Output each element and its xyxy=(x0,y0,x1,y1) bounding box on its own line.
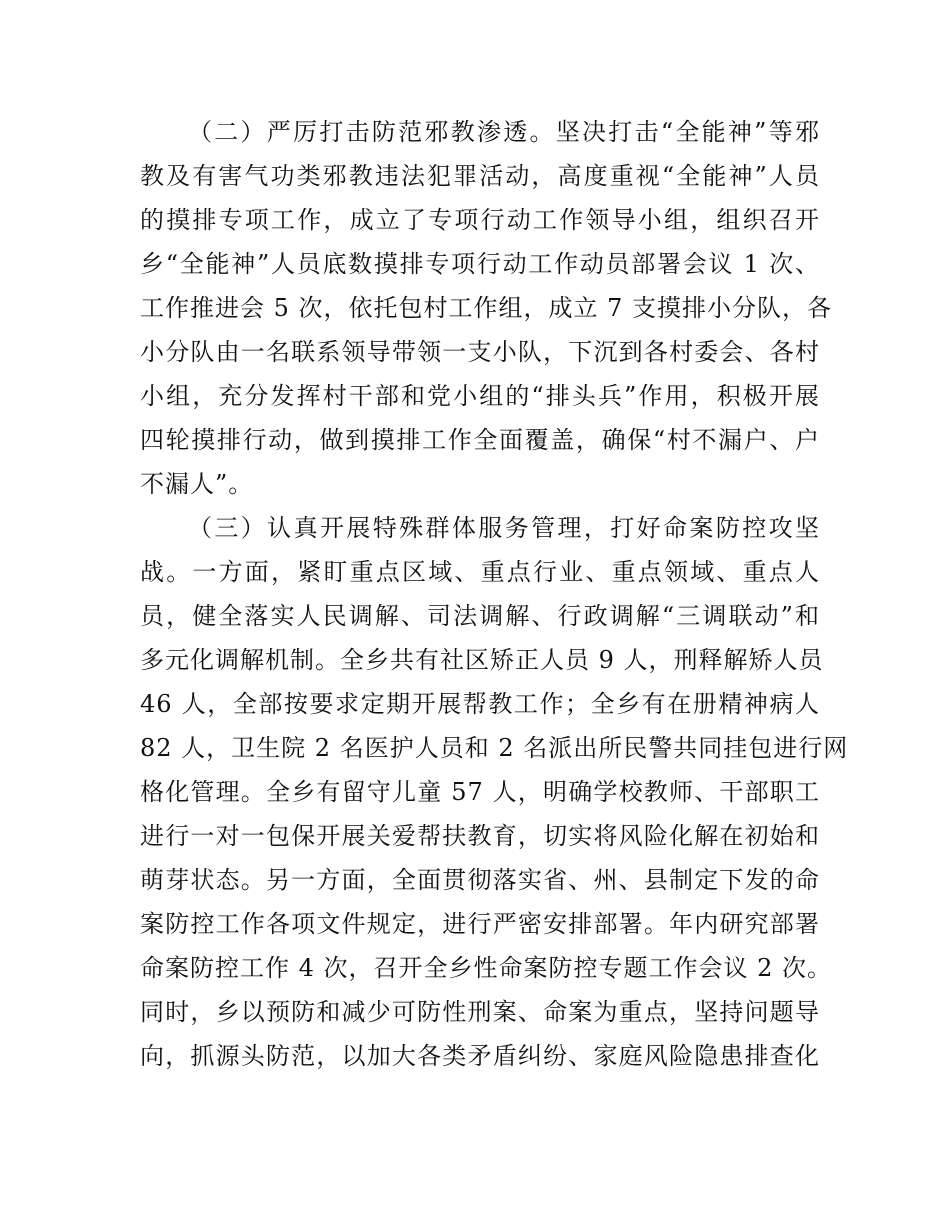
text-line: 82 人，卫生院 2 名医护人员和 2 名派出所民警共同挂包进行网 xyxy=(140,734,849,762)
text-line: 命案防控工作 4 次，召开全乡性命案防控专题工作会议 2 次。 xyxy=(140,954,833,982)
text-line: 教及有害气功类邪教违法犯罪活动，高度重视“全能神”人员 xyxy=(140,162,820,190)
text-line: （三）认真开展特殊群体服务管理，打好命案防控攻坚 xyxy=(188,514,820,542)
text-line: 的摸排专项工作，成立了专项行动工作领导小组，组织召开 xyxy=(140,206,820,234)
text-line: 小组，充分发挥村干部和党小组的“排头兵”作用，积极开展 xyxy=(140,382,820,410)
text-line: 四轮摸排行动，做到摸排工作全面覆盖，确保“村不漏户、户 xyxy=(140,426,820,454)
text-line: 同时，乡以预防和减少可防性刑案、命案为重点，坚持问题导 xyxy=(140,998,820,1026)
text-line: 小分队由一名联系领导带领一支小队，下沉到各村委会、各村 xyxy=(140,338,820,366)
text-line: （二）严厉打击防范邪教渗透。坚决打击“全能神”等邪 xyxy=(188,118,820,146)
text-line: 工作推进会 5 次，依托包村工作组，成立 7 支摸排小分队，各 xyxy=(140,294,833,322)
text-line: 战。一方面，紧盯重点区域、重点行业、重点领域、重点人 xyxy=(140,558,820,586)
text-line: 员，健全落实人民调解、司法调解、行政调解“三调联动”和 xyxy=(140,602,820,630)
text-line: 46 人，全部按要求定期开展帮教工作；全乡有在册精神病人 xyxy=(140,690,820,718)
text-line: 乡“全能神”人员底数摸排专项行动工作动员部署会议 1 次、 xyxy=(140,250,820,278)
paragraph-1 xyxy=(140,110,833,506)
document-body xyxy=(140,110,849,1078)
text-line: 案防控工作各项文件规定，进行严密安排部署。年内研究部署 xyxy=(140,910,820,938)
text-line: 萌芽状态。另一方面，全面贯彻落实省、州、县制定下发的命 xyxy=(140,866,820,894)
text-line: 多元化调解机制。全乡共有社区矫正人员 9 人，刑释解矫人员 xyxy=(140,646,824,674)
paragraph-2 xyxy=(140,506,849,1078)
text-line: 格化管理。全乡有留守儿童 57 人，明确学校教师、干部职工 xyxy=(140,778,820,806)
text-line: 进行一对一包保开展关爱帮扶教育，切实将风险化解在初始和 xyxy=(140,822,820,850)
text-line: 向，抓源头防范，以加大各类矛盾纠纷、家庭风险隐患排查化 xyxy=(140,1042,820,1070)
text-line: 不漏人”。 xyxy=(140,470,254,498)
